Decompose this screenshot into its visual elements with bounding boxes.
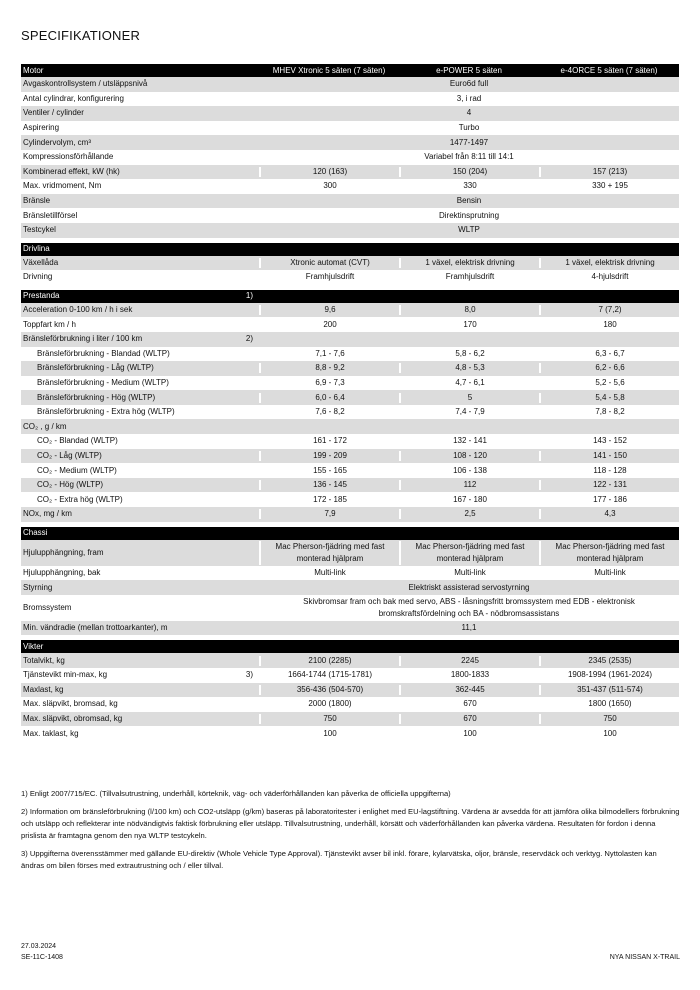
spec-value: 330 + 195 xyxy=(539,181,679,191)
spec-label-text: Hjulupphängning, fram xyxy=(23,547,104,557)
spec-label-text: Max. släpvikt, bromsad, kg xyxy=(23,699,118,709)
spec-value: 362-445 xyxy=(399,685,539,695)
spec-row xyxy=(21,390,679,405)
spec-row xyxy=(21,653,679,668)
spec-value: Bensin xyxy=(456,196,482,206)
spec-value: 351-437 (511-574) xyxy=(539,685,679,695)
spec-label-text: Kompressionsförhållande xyxy=(23,152,114,162)
spec-label xyxy=(21,181,259,191)
footnote-ref: 3) xyxy=(245,670,253,680)
spec-label-text: Drivning xyxy=(23,272,53,282)
spec-row xyxy=(21,179,679,194)
spec-label xyxy=(21,378,259,388)
spec-value: 199 - 209 xyxy=(259,451,399,461)
spec-value: 6,3 - 6,7 xyxy=(539,349,679,359)
spec-row xyxy=(21,92,679,107)
spec-value: 670 xyxy=(399,699,539,709)
spec-value: Turbo xyxy=(458,123,480,133)
section-title xyxy=(21,291,259,301)
spec-value: 4,7 - 6,1 xyxy=(399,378,539,388)
spec-label xyxy=(21,714,259,724)
spec-label xyxy=(21,583,259,593)
spec-row xyxy=(21,121,679,136)
spec-value: 132 - 141 xyxy=(399,436,539,446)
spec-label-text: Bränsleförbrukning - Blandad (WLTP) xyxy=(37,348,170,358)
spec-value: Framhjulsdrift xyxy=(259,272,399,282)
spec-value: 1 växel, elektrisk drivning xyxy=(399,258,539,268)
spec-value: 6,0 - 6,4 xyxy=(259,393,399,403)
spec-value: 2100 (2285) xyxy=(259,656,399,666)
spec-label-text: Hjulupphängning, bak xyxy=(23,567,101,577)
spec-row xyxy=(21,208,679,223)
spec-row xyxy=(21,726,679,741)
spec-label-text: Maxlast, kg xyxy=(23,684,64,694)
spec-value: 4,3 xyxy=(539,509,679,519)
spec-label-text: CO₂ , g / km xyxy=(23,421,67,431)
spec-label-text: CO₂ - Extra hög (WLTP) xyxy=(37,494,123,504)
spec-value: 143 - 152 xyxy=(539,436,679,446)
spec-label xyxy=(21,79,259,89)
spec-row xyxy=(21,492,679,507)
spec-label-text: Bromssystem xyxy=(23,602,72,612)
footer-date: 27.03.2024 xyxy=(21,943,57,950)
spec-label xyxy=(21,495,259,505)
spec-value: 8,0 xyxy=(399,305,539,315)
spec-row xyxy=(21,434,679,449)
spec-label xyxy=(21,152,259,162)
spec-label-text: Cylindervolym, cm³ xyxy=(23,137,92,147)
footnote: 3) Uppgifterna överensstämmer med gällande EU-direktiv (Whole Vehicle Type Approval). Tjänstevikt avser bil inkl. förare, kylarvätska, oljor, bränsle, reservdäck och verktyg. Nyttolasten kan ändras om bilen förses med extrautrustning och / eller tillval. xyxy=(21,849,657,870)
spec-label xyxy=(21,334,259,344)
spec-row xyxy=(21,566,679,581)
spec-row xyxy=(21,77,679,92)
spec-value: 157 (213) xyxy=(539,167,679,177)
spec-value: Euro6d full xyxy=(449,79,489,89)
spec-label-text: Bränsleförbrukning - Hög (WLTP) xyxy=(37,392,156,402)
section-title-text: Prestanda xyxy=(23,291,60,301)
spec-label xyxy=(21,436,259,446)
spec-value: 1800 (1650) xyxy=(539,699,679,709)
spec-label-text: Toppfart km / h xyxy=(23,319,76,329)
section-title-text: Vikter xyxy=(23,641,44,651)
spec-row xyxy=(21,712,679,727)
spec-label xyxy=(21,685,259,695)
spec-row xyxy=(21,478,679,493)
spec-value: 2345 (2535) xyxy=(539,656,679,666)
spec-label-text: Antal cylindrar, konfigurering xyxy=(23,93,124,103)
spec-row xyxy=(21,449,679,464)
spec-value: 9,6 xyxy=(259,305,399,315)
spec-value: 200 xyxy=(259,320,399,330)
column-header: e-4ORCE 5 säten (7 säten) xyxy=(560,65,658,75)
spec-value: 1477-1497 xyxy=(449,137,489,147)
spec-label xyxy=(21,305,259,315)
spec-value: WLTP xyxy=(458,225,480,235)
footnotes xyxy=(21,788,681,878)
spec-label-text: Kombinerad effekt, kW (hk) xyxy=(23,166,120,176)
spec-label-text: Min. vändradie (mellan trottoarkanter), m xyxy=(23,623,168,633)
spec-label-text: Max. taklast, kg xyxy=(23,728,79,738)
spec-label xyxy=(21,363,259,373)
spec-value: 1 växel, elektrisk drivning xyxy=(539,258,679,268)
spec-label-text: NOx, mg / km xyxy=(23,509,72,519)
spec-label xyxy=(21,466,259,476)
spec-label-text: Max. släpvikt, obromsad, kg xyxy=(23,714,123,724)
spec-row xyxy=(21,150,679,165)
spec-value: 7,1 - 7,6 xyxy=(259,349,399,359)
spec-value: 3, i rad xyxy=(456,93,482,103)
spec-row xyxy=(21,668,679,683)
spec-value: 1908-1994 (1961-2024) xyxy=(539,670,679,680)
spec-label xyxy=(21,568,259,578)
footer-brand: NYA NISSAN X-TRAIL xyxy=(609,954,680,961)
spec-row xyxy=(21,683,679,698)
section-title xyxy=(21,528,259,538)
spec-label-text: Bränsleförbrukning - Låg (WLTP) xyxy=(37,363,154,373)
spec-value: 100 xyxy=(259,729,399,739)
spec-value: 141 - 150 xyxy=(539,451,679,461)
spec-value: 750 xyxy=(259,714,399,724)
spec-value: 2245 xyxy=(399,656,539,666)
spec-row xyxy=(21,595,679,621)
spec-label xyxy=(21,393,259,403)
spec-row xyxy=(21,540,679,566)
section-header xyxy=(21,243,679,256)
page-title: SPECIFIKATIONER xyxy=(21,28,141,43)
spec-label xyxy=(21,656,259,666)
spec-label-text: Bränsleförbrukning i liter / 100 km xyxy=(23,334,143,344)
spec-label xyxy=(21,623,259,633)
spec-value: 670 xyxy=(399,714,539,724)
spec-value: 1664-1744 (1715-1781) xyxy=(259,670,399,680)
spec-label xyxy=(21,272,259,282)
spec-value: 2,5 xyxy=(399,509,539,519)
spec-label xyxy=(21,407,259,417)
spec-value: 100 xyxy=(539,729,679,739)
spec-value: 5 xyxy=(399,393,539,403)
column-header: MHEV Xtronic 5 säten (7 säten) xyxy=(272,65,386,75)
spec-value: Multi-link xyxy=(259,568,399,578)
spec-value: 750 xyxy=(539,714,679,724)
spec-label xyxy=(21,422,259,432)
section-title-text: Chassi xyxy=(23,528,48,538)
spec-label-text: Bränsleförbrukning - Extra hög (WLTP) xyxy=(37,407,175,417)
spec-value: 106 - 138 xyxy=(399,466,539,476)
spec-value: 7,9 xyxy=(259,509,399,519)
footnote: 1) Enligt 2007/715/EC. (Tillvalsutrustning, underhåll, körteknik, väg- och väderförhållanden kan påverka de officiella uppgifterna) xyxy=(21,789,451,798)
spec-value: 167 - 180 xyxy=(399,495,539,505)
spec-row xyxy=(21,580,679,595)
spec-row xyxy=(21,303,679,318)
spec-label xyxy=(21,603,259,613)
spec-value: 180 xyxy=(539,320,679,330)
spec-label xyxy=(21,225,259,235)
spec-value: 120 (163) xyxy=(259,167,399,177)
spec-value: 170 xyxy=(399,320,539,330)
spec-value: 136 - 145 xyxy=(259,480,399,490)
column-header: e-POWER 5 säten xyxy=(436,65,502,75)
spec-value: Mac Pherson-fjädring med fast monterad hjälpram xyxy=(539,541,679,565)
spec-row xyxy=(21,507,679,522)
spec-label-text: Totalvikt, kg xyxy=(23,655,65,665)
spec-value: Variabel från 8:11 till 14:1 xyxy=(424,152,514,162)
spec-label xyxy=(21,108,259,118)
spec-value: 5,4 - 5,8 xyxy=(539,393,679,403)
spec-label xyxy=(21,509,259,519)
spec-row xyxy=(21,361,679,376)
spec-table xyxy=(21,64,679,741)
spec-value: 7,4 - 7,9 xyxy=(399,407,539,417)
footnote-ref: 1) xyxy=(245,291,253,301)
spec-value: Skivbromsar fram och bak med servo, ABS - låsningsfritt bromssystem med EDB - elektronisk bromskraftsfördelning och BA - nödbromsassistans xyxy=(303,596,635,618)
spec-value: 6,9 - 7,3 xyxy=(259,378,399,388)
spec-value: 1800-1833 xyxy=(399,670,539,680)
spec-value: 100 xyxy=(399,729,539,739)
spec-label-text: Avgaskontrollsystem / utsläppsnivå xyxy=(23,79,148,89)
spec-label-text: Styrning xyxy=(23,582,53,592)
footnote-ref: 2) xyxy=(245,334,253,344)
spec-value: 161 - 172 xyxy=(259,436,399,446)
spec-label-text: Bränsle xyxy=(23,196,51,206)
spec-row xyxy=(21,223,679,238)
spec-value: 7,8 - 8,2 xyxy=(539,407,679,417)
spec-label-text: CO₂ - Låg (WLTP) xyxy=(37,450,102,460)
spec-value: 155 - 165 xyxy=(259,466,399,476)
spec-row xyxy=(21,194,679,209)
footnote: 2) Information om bränsleförbrukning (l/100 km) och CO2-utsläpp (g/km) baseras på laboratoritester i enlighet med EU-lagstiftning. Värdena är avsedda för att jämföra olika bilmodellers förbrukning och utsläpp och reflekterar inte nödvändigtvis faktisk förbrukning eller utsläpp. Tillvalsutrustning, underhåll, körsätt och väderförhållanden kan påverka värdena. Resultaten för fordon i denna prislista är framtagna genom den nya WLTP testcykeln. xyxy=(21,807,680,840)
spec-label-text: CO₂ - Blandad (WLTP) xyxy=(37,436,118,446)
spec-label xyxy=(21,123,259,133)
spec-value: Mac Pherson-fjädring med fast monterad hjälpram xyxy=(399,541,539,565)
spec-value: Framhjulsdrift xyxy=(399,272,539,282)
section-title xyxy=(21,642,259,652)
spec-label xyxy=(21,211,259,221)
spec-label xyxy=(21,320,259,330)
spec-value: 7 (7,2) xyxy=(539,305,679,315)
spec-row xyxy=(21,165,679,180)
spec-row xyxy=(21,270,679,285)
spec-row xyxy=(21,106,679,121)
spec-label xyxy=(21,349,259,359)
section-header xyxy=(21,640,679,653)
spec-label xyxy=(21,138,259,148)
spec-label-text: Aspirering xyxy=(23,123,60,133)
spec-value: 330 xyxy=(399,181,539,191)
spec-value: 122 - 131 xyxy=(539,480,679,490)
spec-value: 4,8 - 5,3 xyxy=(399,363,539,373)
spec-value: 7,6 - 8,2 xyxy=(259,407,399,417)
spec-label-text: Testcykel xyxy=(23,225,56,235)
spec-value: 2000 (1800) xyxy=(259,699,399,709)
section-title xyxy=(21,66,259,76)
spec-value: 112 xyxy=(399,480,539,490)
spec-label xyxy=(21,480,259,490)
spec-row xyxy=(21,419,679,434)
spec-row xyxy=(21,347,679,362)
spec-value: Mac Pherson-fjädring med fast monterad hjälpram xyxy=(259,541,399,565)
spec-label-text: Bränsleförbrukning - Medium (WLTP) xyxy=(37,377,169,387)
spec-value: 150 (204) xyxy=(399,167,539,177)
spec-value: 4 xyxy=(466,108,472,118)
spec-value: 5,8 - 6,2 xyxy=(399,349,539,359)
spec-value: Multi-link xyxy=(399,568,539,578)
spec-label xyxy=(21,729,259,739)
spec-label-text: Växellåda xyxy=(23,257,59,267)
footer-code: SE-11C-1408 xyxy=(21,954,63,961)
section-title-text: Motor xyxy=(23,65,44,75)
spec-label-text: CO₂ - Hög (WLTP) xyxy=(37,480,104,490)
spec-row xyxy=(21,621,679,636)
spec-value: 118 - 128 xyxy=(539,466,679,476)
spec-value: Elektriskt assisterad servostyrning xyxy=(408,582,530,592)
spec-value: 300 xyxy=(259,181,399,191)
spec-label-text: Max. vridmoment, Nm xyxy=(23,181,102,191)
spec-value: Direktinsprutning xyxy=(438,210,500,220)
spec-value: 11,1 xyxy=(461,623,477,633)
section-title xyxy=(21,244,259,254)
spec-label-text: Acceleration 0-100 km / h i sek xyxy=(23,305,133,315)
spec-label xyxy=(21,167,259,177)
spec-value: 6,2 - 6,6 xyxy=(539,363,679,373)
spec-row xyxy=(21,376,679,391)
section-header xyxy=(21,64,679,77)
spec-label xyxy=(21,258,259,268)
spec-value: 5,2 - 5,6 xyxy=(539,378,679,388)
spec-value: 108 - 120 xyxy=(399,451,539,461)
spec-label xyxy=(21,699,259,709)
spec-value: 172 - 185 xyxy=(259,495,399,505)
section-header xyxy=(21,290,679,303)
spec-value: 4-hjulsdrift xyxy=(539,272,679,282)
spec-label xyxy=(21,548,259,558)
spec-row xyxy=(21,463,679,478)
spec-value: 177 - 186 xyxy=(539,495,679,505)
section-header xyxy=(21,527,679,540)
spec-value: Xtronic automat (CVT) xyxy=(259,258,399,268)
spec-label xyxy=(21,451,259,461)
spec-value: 356-436 (504-570) xyxy=(259,685,399,695)
spec-row xyxy=(21,135,679,150)
spec-label-text: Tjänstevikt min-max, kg xyxy=(23,670,108,680)
spec-value: Multi-link xyxy=(539,568,679,578)
spec-row xyxy=(21,405,679,420)
spec-row xyxy=(21,317,679,332)
spec-value: 8,8 - 9,2 xyxy=(259,363,399,373)
spec-label xyxy=(21,670,259,680)
spec-row xyxy=(21,332,679,347)
section-title-text: Drivlina xyxy=(23,244,50,254)
spec-row xyxy=(21,256,679,271)
spec-label xyxy=(21,196,259,206)
spec-label-text: Bränsletillförsel xyxy=(23,210,78,220)
spec-row xyxy=(21,697,679,712)
spec-label-text: CO₂ - Medium (WLTP) xyxy=(37,465,117,475)
spec-label-text: Ventiler / cylinder xyxy=(23,108,84,118)
spec-label xyxy=(21,94,259,104)
